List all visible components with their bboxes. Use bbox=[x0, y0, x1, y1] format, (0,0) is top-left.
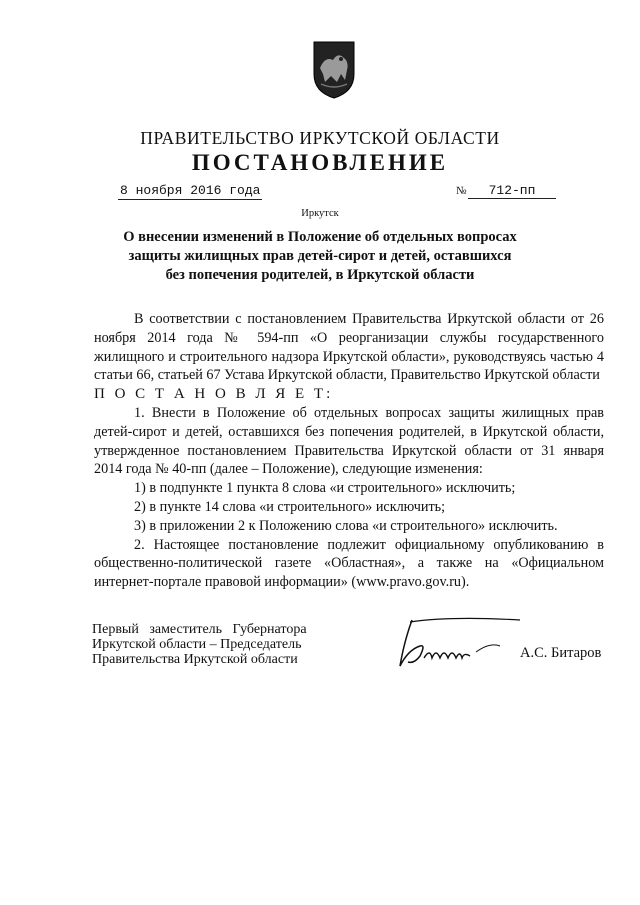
document-body bbox=[94, 310, 604, 592]
signatory-title-line: Первый заместитель Губернатора bbox=[92, 622, 307, 637]
number-sign: № bbox=[456, 185, 467, 197]
signatory-title bbox=[92, 622, 307, 667]
coat-of-arms-icon bbox=[311, 40, 357, 100]
handwritten-signature bbox=[390, 612, 530, 674]
item-1-paragraph: 1. Внести в Положение об отдельных вопросах защиты жилищных прав детей-сирот и детей, оставшихся без попечения родителей, в Иркутской области, утвержденное постановлением Правительства Иркутской области от 31 января 2014 года № 40-пп (далее – Положение), следующие изменения: bbox=[94, 404, 604, 478]
document-subject bbox=[110, 228, 530, 285]
item-1-sub-1: 1) в подпункте 1 пункта 8 слова «и строительного» исключить; bbox=[134, 480, 516, 497]
subject-line: без попечения родителей, в Иркутской области bbox=[165, 267, 475, 283]
signatory-name: А.С. Битаров bbox=[520, 645, 602, 661]
item-1-sub-2: 2) в пункте 14 слова «и строительного» исключить; bbox=[134, 498, 446, 515]
government-name: ПРАВИТЕЛЬСТВО ИРКУТСКОЙ ОБЛАСТИ bbox=[140, 128, 500, 148]
city-name: Иркутск bbox=[301, 208, 339, 219]
document-date bbox=[118, 183, 262, 198]
document-number: 712-пп bbox=[468, 183, 556, 199]
signatory-title-line: Иркутской области – Председатель bbox=[92, 637, 302, 652]
item-2-paragraph: 2. Настоящее постановление подлежит официальному опубликованию в общественно-политической газете «Областная», а также на «Официальном интернет-портале правовой информации» (www.pravo.gov.ru). bbox=[94, 536, 604, 591]
document-type-title: ПОСТАНОВЛЕНИЕ bbox=[191, 150, 449, 175]
subject-line: О внесении изменений в Положение об отдельных вопросах bbox=[123, 229, 517, 245]
item-1-sub-3: 3) в приложении 2 к Положению слова «и строительного» исключить. bbox=[134, 517, 558, 534]
resolves-heading: П О С Т А Н О В Л Я Е Т: bbox=[94, 386, 334, 403]
subject-line: защиты жилищных прав детей-сирот и детей, оставшихся bbox=[128, 248, 512, 264]
date-value: 8 ноября 2016 года bbox=[120, 183, 261, 198]
signatory-title-line: Правительства Иркутской области bbox=[92, 652, 298, 667]
preamble-paragraph: В соответствии с постановлением Правительства Иркутской области от 26 ноября 2014 года № 594-пп «О реорганизации службы государственного жилищного и строительного надзора Иркутской области», руководствуясь частью 4 статьи 66, статьей 67 Устава Иркутской области, Правительство Иркутской области bbox=[94, 311, 604, 384]
